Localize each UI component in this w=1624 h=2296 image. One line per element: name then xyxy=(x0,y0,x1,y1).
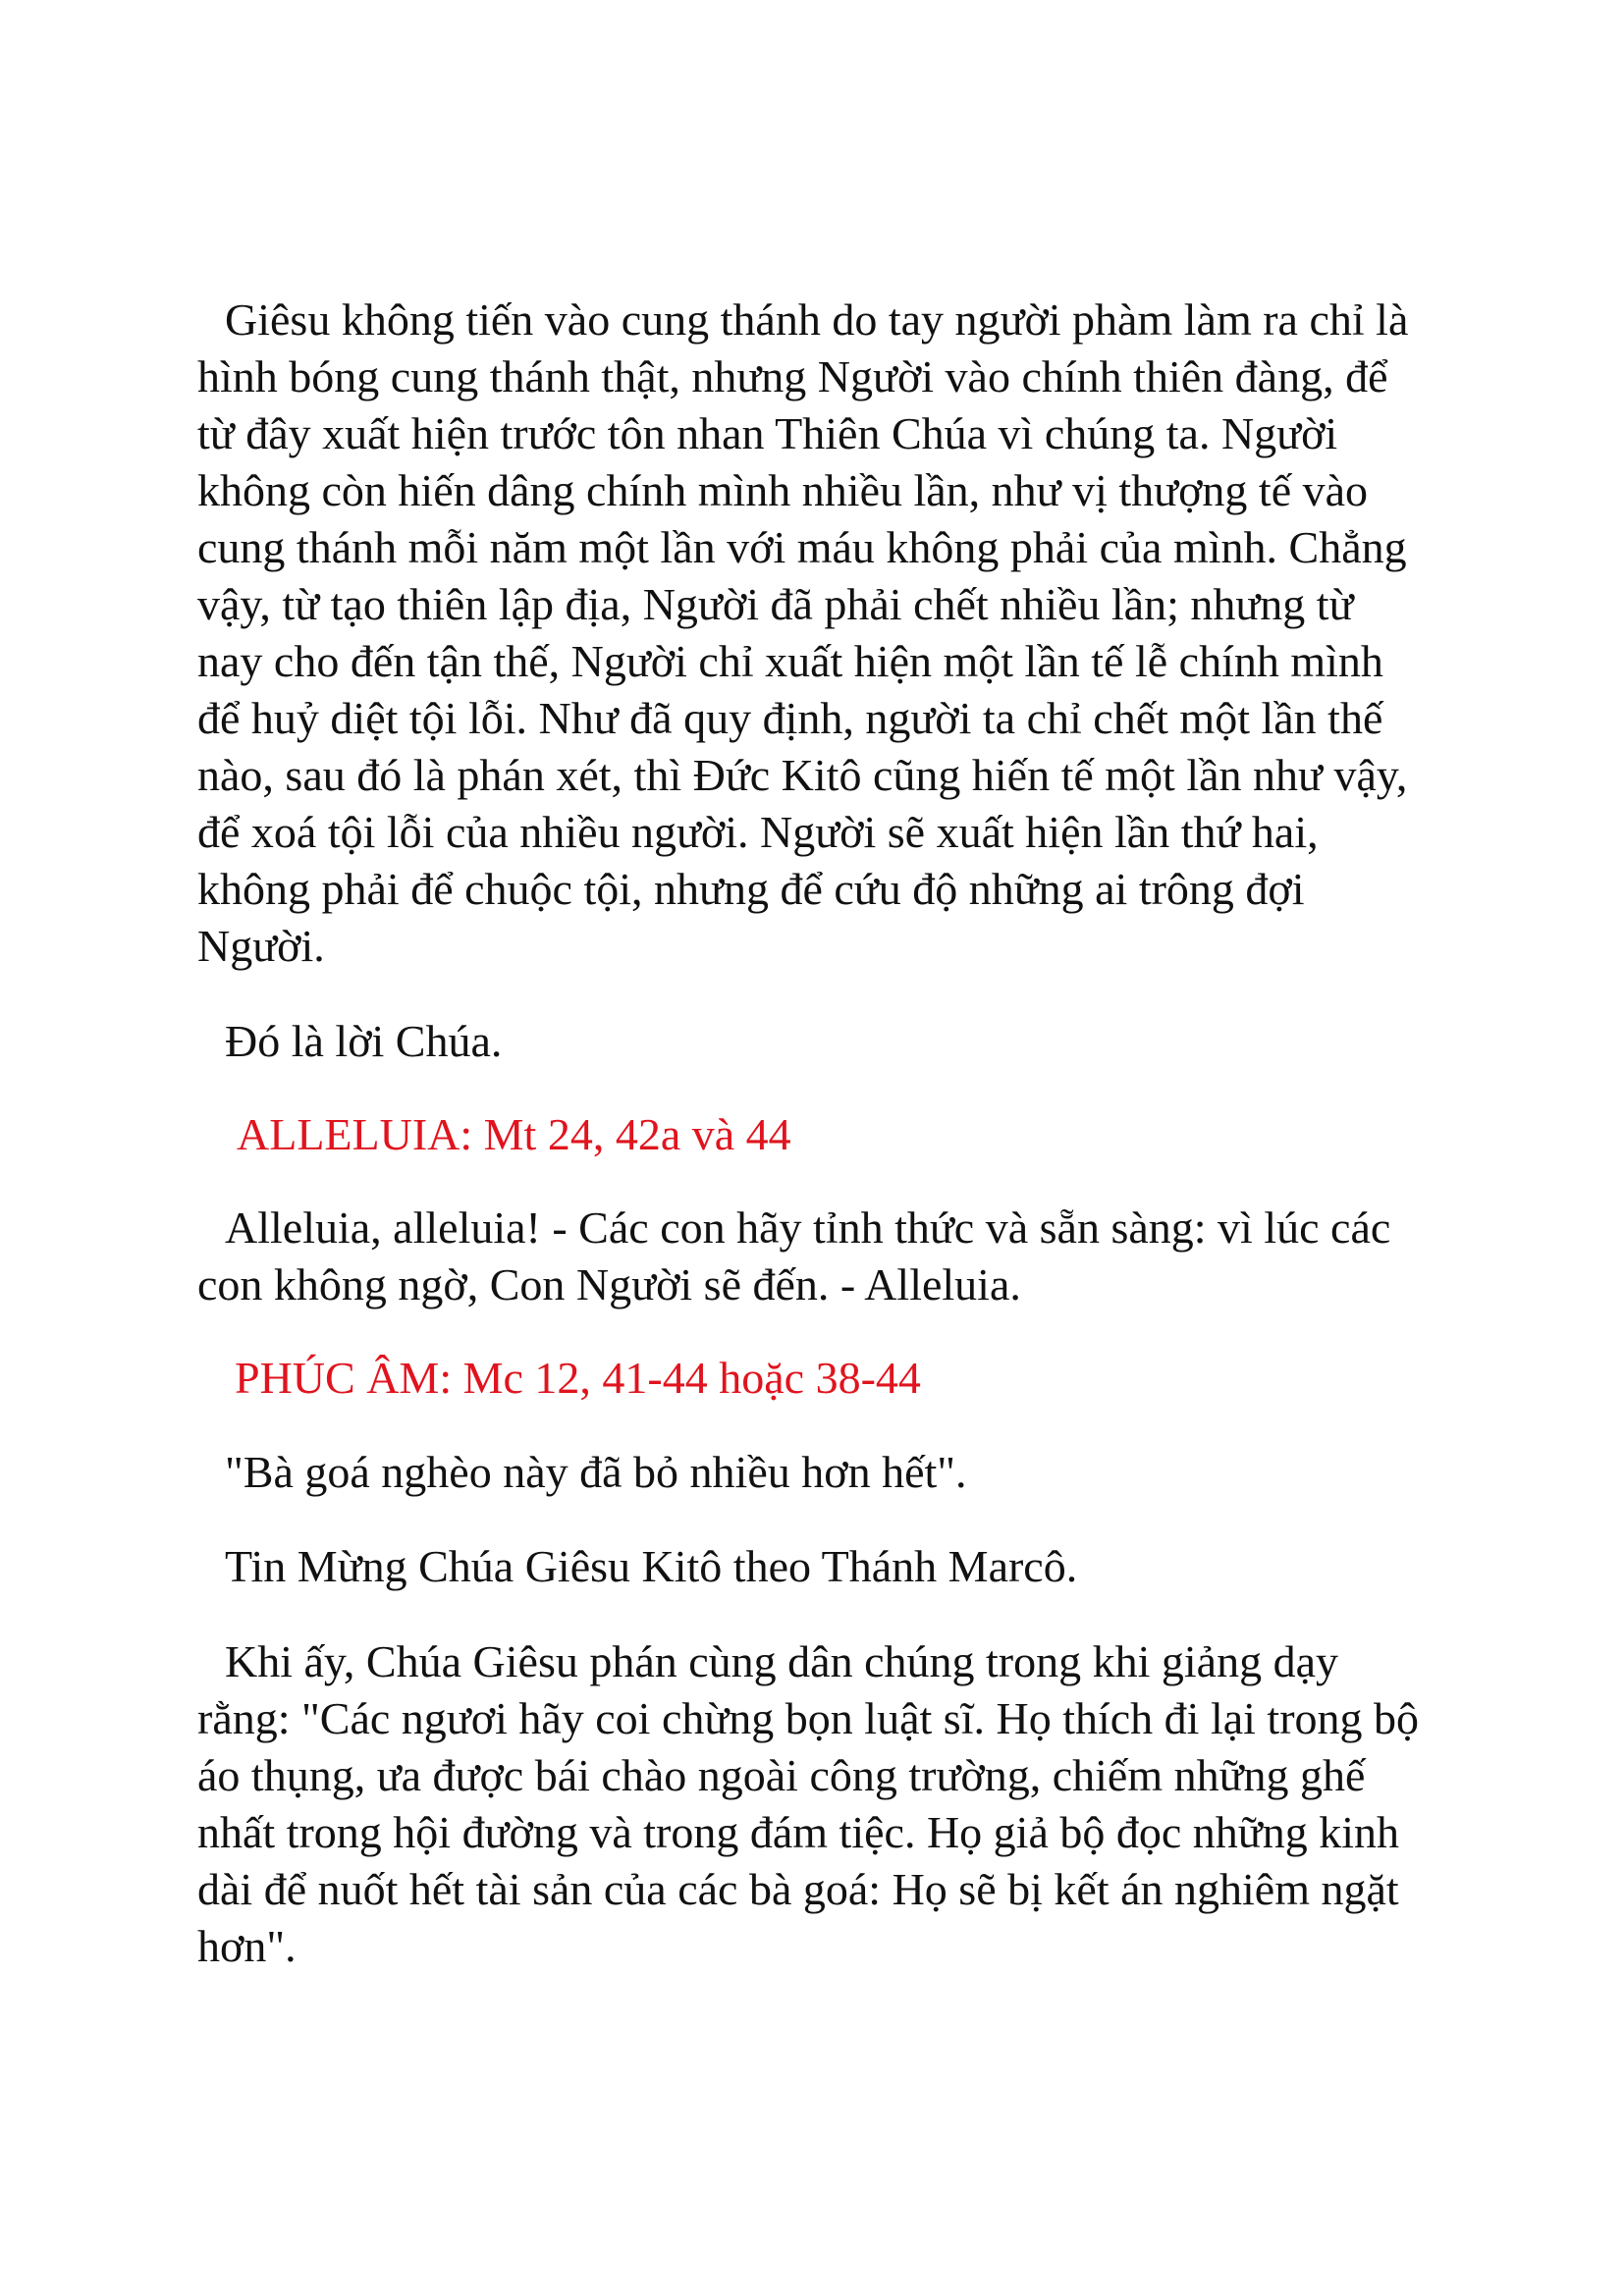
text-line: Alleluia, alleluia! - Các con hãy tỉnh thức và sẵn sàng: vì lúc các xyxy=(225,1202,1391,1253)
gospel-summary: "Bà goá nghèo này đã bỏ nhiều hơn hết". xyxy=(225,1447,967,1497)
text-line: Người. xyxy=(197,921,325,971)
text-line: cung thánh mỗi năm một lần với máu không phải của mình. Chẳng xyxy=(197,522,1407,572)
text-line: nay cho đến tận thế, Người chỉ xuất hiện một lần tế lễ chính mình xyxy=(197,636,1383,686)
text-line: hơn". xyxy=(197,1921,297,1971)
text-line: để huỷ diệt tội lỗi. Như đã quy định, người ta chỉ chết một lần thế xyxy=(197,693,1383,743)
text-line: rằng: "Các ngươi hãy coi chừng bọn luật sĩ. Họ thích đi lại trong bộ xyxy=(197,1693,1420,1743)
text-line: không phải để chuộc tội, nhưng để cứu độ những ai trông đợi xyxy=(197,864,1305,914)
text-line: vậy, từ tạo thiên lập địa, Người đã phải chết nhiều lần; nhưng từ xyxy=(197,579,1354,629)
word-of-the-lord: Đó là lời Chúa. xyxy=(225,1016,503,1066)
text-line: nào, sau đó là phán xét, thì Đức Kitô cũng hiến tế một lần như vậy, xyxy=(197,750,1408,800)
gospel-announcement: Tin Mừng Chúa Giêsu Kitô theo Thánh Marcô. xyxy=(225,1541,1078,1591)
text-line: Khi ấy, Chúa Giêsu phán cùng dân chúng trong khi giảng dạy xyxy=(225,1636,1339,1686)
text-line: nhất trong hội đường và trong đám tiệc. Họ giả bộ đọc những kinh xyxy=(197,1807,1399,1857)
text-line: từ đây xuất hiện trước tôn nhan Thiên Chúa vì chúng ta. Người xyxy=(197,408,1338,458)
text-line: hình bóng cung thánh thật, nhưng Người vào chính thiên đàng, để xyxy=(197,351,1388,401)
text-line: dài để nuốt hết tài sản của các bà goá: Họ sẽ bị kết án nghiêm ngặt xyxy=(197,1864,1399,1914)
alleluia-verse xyxy=(197,1200,1562,1313)
text-line: để xoá tội lỗi của nhiều người. Người sẽ xuất hiện lần thứ hai, xyxy=(197,807,1319,857)
paragraph-hebrews-reading xyxy=(197,292,1562,975)
text-line: con không ngờ, Con Người sẽ đến. - Alleluia. xyxy=(197,1259,1021,1309)
gospel-text xyxy=(197,1633,1562,1975)
text-line: Giêsu không tiến vào cung thánh do tay người phàm làm ra chỉ là xyxy=(225,294,1409,345)
gospel-heading: PHÚC ÂM: Mc 12, 41-44 hoặc 38-44 xyxy=(235,1353,921,1403)
alleluia-heading: ALLELUIA: Mt 24, 42a và 44 xyxy=(237,1109,791,1159)
text-line: không còn hiến dâng chính mình nhiều lần, như vị thượng tế vào xyxy=(197,465,1369,515)
text-line: áo thụng, ưa được bái chào ngoài công trường, chiếm những ghế xyxy=(197,1750,1366,1800)
